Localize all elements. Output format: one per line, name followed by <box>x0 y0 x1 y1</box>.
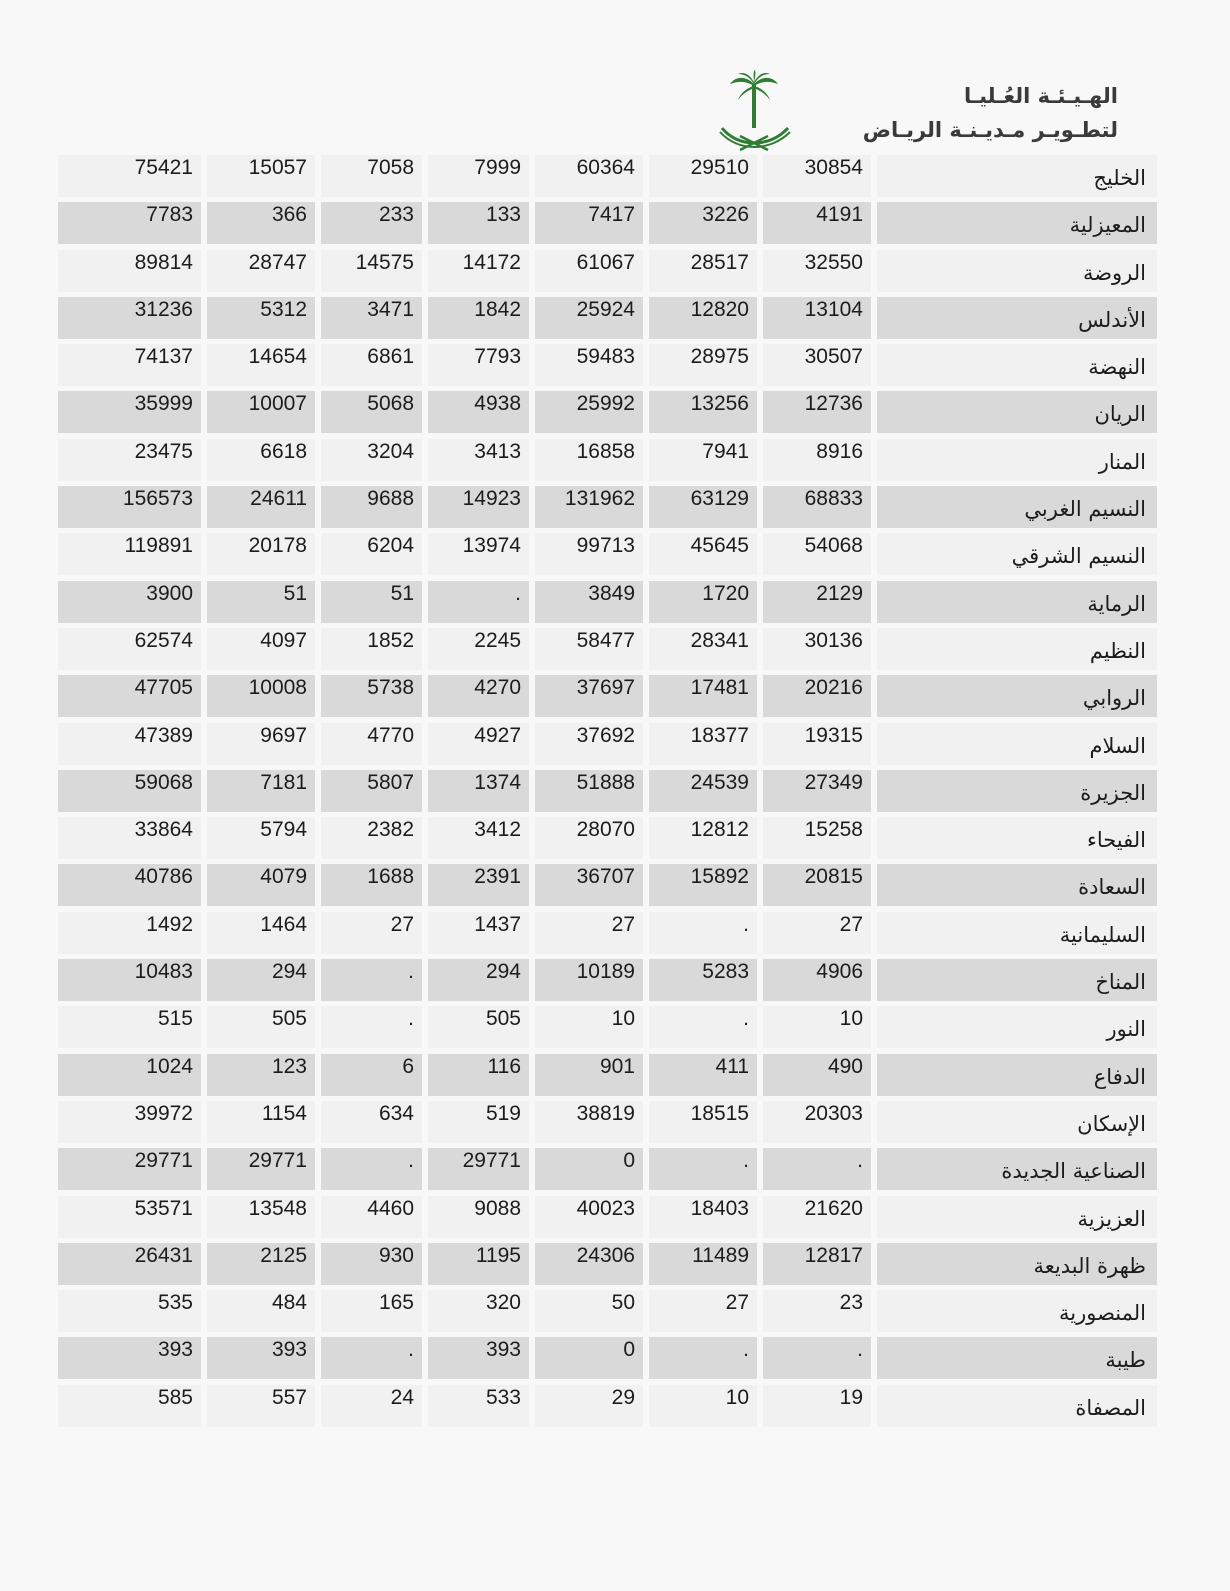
value-cell: 4191 <box>763 202 871 244</box>
value-cell: 484 <box>207 1290 315 1332</box>
value-cell: 4079 <box>207 864 315 906</box>
value-cell: 33864 <box>58 817 201 859</box>
value-cell: 294 <box>207 959 315 1001</box>
value-cell: 233 <box>321 202 422 244</box>
value-cell: 53571 <box>58 1196 201 1238</box>
value-cell: 27 <box>763 912 871 954</box>
table-row <box>57 723 1157 770</box>
value-cell: 393 <box>58 1337 201 1379</box>
value-cell: 0 <box>535 1337 643 1379</box>
value-cell: 74137 <box>58 344 201 386</box>
value-cell: 10 <box>535 1006 643 1048</box>
value-cell: 1437 <box>428 912 529 954</box>
value-cell: 19315 <box>763 723 871 765</box>
value-cell: 38819 <box>535 1101 643 1143</box>
value-cell: 12817 <box>763 1243 871 1285</box>
value-cell: 60364 <box>535 155 643 197</box>
value-cell: 20303 <box>763 1101 871 1143</box>
value-cell: 7941 <box>649 439 757 481</box>
district-name-cell: ظهرة البديعة <box>877 1243 1157 1285</box>
value-cell: 47705 <box>58 675 201 717</box>
value-cell: 5283 <box>649 959 757 1001</box>
value-cell: 14575 <box>321 250 422 292</box>
district-name-cell: المنصورية <box>877 1290 1157 1332</box>
value-cell: 930 <box>321 1243 422 1285</box>
value-cell: 89814 <box>58 250 201 292</box>
district-name-cell: السليمانية <box>877 912 1157 954</box>
value-cell: 411 <box>649 1054 757 1096</box>
value-cell: 4927 <box>428 723 529 765</box>
value-cell: 28517 <box>649 250 757 292</box>
value-cell: 28975 <box>649 344 757 386</box>
value-cell: 30854 <box>763 155 871 197</box>
value-cell: 1154 <box>207 1101 315 1143</box>
value-cell: 27 <box>649 1290 757 1332</box>
value-cell: . <box>763 1148 871 1190</box>
value-cell: 9697 <box>207 723 315 765</box>
district-name-cell: الريان <box>877 391 1157 433</box>
value-cell: 634 <box>321 1101 422 1143</box>
value-cell: 5794 <box>207 817 315 859</box>
district-name-cell: الدفاع <box>877 1054 1157 1096</box>
value-cell: 59068 <box>58 770 201 812</box>
table-row <box>57 439 1157 486</box>
value-cell: 1492 <box>58 912 201 954</box>
district-name-cell: الصناعية الجديدة <box>877 1148 1157 1190</box>
value-cell: 47389 <box>58 723 201 765</box>
value-cell: 6204 <box>321 533 422 575</box>
value-cell: 7181 <box>207 770 315 812</box>
value-cell: 133 <box>428 202 529 244</box>
value-cell: 29771 <box>428 1148 529 1190</box>
value-cell: 23 <box>763 1290 871 1332</box>
statistics-table <box>57 155 1157 1432</box>
value-cell: 585 <box>58 1385 201 1427</box>
value-cell: 29771 <box>58 1148 201 1190</box>
value-cell: 7058 <box>321 155 422 197</box>
value-cell: 1024 <box>58 1054 201 1096</box>
value-cell: 2382 <box>321 817 422 859</box>
value-cell: 17481 <box>649 675 757 717</box>
value-cell: 18377 <box>649 723 757 765</box>
value-cell: 99713 <box>535 533 643 575</box>
value-cell: 16858 <box>535 439 643 481</box>
value-cell: 59483 <box>535 344 643 386</box>
table-row <box>57 912 1157 959</box>
value-cell: 123 <box>207 1054 315 1096</box>
value-cell: 24 <box>321 1385 422 1427</box>
table-row <box>57 1148 1157 1195</box>
value-cell: . <box>321 1337 422 1379</box>
value-cell: 58477 <box>535 628 643 670</box>
value-cell: 24611 <box>207 486 315 528</box>
value-cell: 4460 <box>321 1196 422 1238</box>
table-row <box>57 770 1157 817</box>
palm-swords-emblem-icon <box>718 70 792 152</box>
value-cell: 11489 <box>649 1243 757 1285</box>
value-cell: 26431 <box>58 1243 201 1285</box>
district-name-cell: الأندلس <box>877 297 1157 339</box>
table-row <box>57 1337 1157 1384</box>
value-cell: 36707 <box>535 864 643 906</box>
value-cell: 51888 <box>535 770 643 812</box>
value-cell: 27 <box>535 912 643 954</box>
value-cell: 1688 <box>321 864 422 906</box>
value-cell: 14172 <box>428 250 529 292</box>
value-cell: 75421 <box>58 155 201 197</box>
value-cell: 533 <box>428 1385 529 1427</box>
ada-logo <box>718 70 1118 155</box>
value-cell: 18403 <box>649 1196 757 1238</box>
value-cell: 393 <box>207 1337 315 1379</box>
value-cell: 28070 <box>535 817 643 859</box>
value-cell: 0 <box>535 1148 643 1190</box>
value-cell: 23475 <box>58 439 201 481</box>
value-cell: 28747 <box>207 250 315 292</box>
value-cell: 1464 <box>207 912 315 954</box>
value-cell: 515 <box>58 1006 201 1048</box>
table-row <box>57 250 1157 297</box>
value-cell: 393 <box>428 1337 529 1379</box>
value-cell: 9688 <box>321 486 422 528</box>
value-cell: 2129 <box>763 581 871 623</box>
value-cell: 20216 <box>763 675 871 717</box>
table-row <box>57 155 1157 202</box>
value-cell: 31236 <box>58 297 201 339</box>
value-cell: 1842 <box>428 297 529 339</box>
value-cell: 3412 <box>428 817 529 859</box>
district-name-cell: النسيم الغربي <box>877 486 1157 528</box>
value-cell: . <box>763 1337 871 1379</box>
value-cell: 4097 <box>207 628 315 670</box>
value-cell: 13974 <box>428 533 529 575</box>
value-cell: 156573 <box>58 486 201 528</box>
table-row <box>57 202 1157 249</box>
value-cell: 2125 <box>207 1243 315 1285</box>
value-cell: 62574 <box>58 628 201 670</box>
district-name-cell: الرماية <box>877 581 1157 623</box>
value-cell: 6 <box>321 1054 422 1096</box>
value-cell: 37692 <box>535 723 643 765</box>
district-name-cell: الفيحاء <box>877 817 1157 859</box>
table-row <box>57 1243 1157 1290</box>
value-cell: 320 <box>428 1290 529 1332</box>
value-cell: 3204 <box>321 439 422 481</box>
district-name-cell: المنار <box>877 439 1157 481</box>
value-cell: . <box>321 1148 422 1190</box>
district-name-cell: الإسكان <box>877 1101 1157 1143</box>
value-cell: 131962 <box>535 486 643 528</box>
value-cell: . <box>428 581 529 623</box>
table-row <box>57 817 1157 864</box>
value-cell: 10189 <box>535 959 643 1001</box>
value-cell: 20178 <box>207 533 315 575</box>
value-cell: 3471 <box>321 297 422 339</box>
value-cell: 13548 <box>207 1196 315 1238</box>
value-cell: 32550 <box>763 250 871 292</box>
value-cell: . <box>321 1006 422 1048</box>
value-cell: 30507 <box>763 344 871 386</box>
value-cell: 1374 <box>428 770 529 812</box>
value-cell: 3226 <box>649 202 757 244</box>
value-cell: 50 <box>535 1290 643 1332</box>
value-cell: 901 <box>535 1054 643 1096</box>
value-cell: 29771 <box>207 1148 315 1190</box>
district-name-cell: العزيزية <box>877 1196 1157 1238</box>
table-row <box>57 1006 1157 1053</box>
value-cell: 13256 <box>649 391 757 433</box>
table-row <box>57 297 1157 344</box>
value-cell: 4906 <box>763 959 871 1001</box>
district-name-cell: السعادة <box>877 864 1157 906</box>
district-name-cell: الروضة <box>877 250 1157 292</box>
table-row <box>57 1054 1157 1101</box>
value-cell: 51 <box>207 581 315 623</box>
value-cell: 28341 <box>649 628 757 670</box>
district-name-cell: الجزيرة <box>877 770 1157 812</box>
value-cell: 557 <box>207 1385 315 1427</box>
value-cell: 12736 <box>763 391 871 433</box>
value-cell: 45645 <box>649 533 757 575</box>
value-cell: 519 <box>428 1101 529 1143</box>
value-cell: 35999 <box>58 391 201 433</box>
value-cell: 29510 <box>649 155 757 197</box>
value-cell: 51 <box>321 581 422 623</box>
district-name-cell: النظيم <box>877 628 1157 670</box>
value-cell: 4270 <box>428 675 529 717</box>
value-cell: 24306 <box>535 1243 643 1285</box>
value-cell: 25924 <box>535 297 643 339</box>
value-cell: 8916 <box>763 439 871 481</box>
table-row <box>57 864 1157 911</box>
value-cell: 14923 <box>428 486 529 528</box>
value-cell: 4938 <box>428 391 529 433</box>
value-cell: . <box>649 1006 757 1048</box>
value-cell: 366 <box>207 202 315 244</box>
district-name-cell: الروابي <box>877 675 1157 717</box>
logo-title-line2: لتطـويـر مـديـنـة الريـاض <box>862 118 1118 142</box>
table-row <box>57 581 1157 628</box>
value-cell: 15057 <box>207 155 315 197</box>
value-cell: 490 <box>763 1054 871 1096</box>
value-cell: 63129 <box>649 486 757 528</box>
district-name-cell: طيبة <box>877 1337 1157 1379</box>
value-cell: 3849 <box>535 581 643 623</box>
value-cell: 14654 <box>207 344 315 386</box>
value-cell: 27 <box>321 912 422 954</box>
value-cell: 5807 <box>321 770 422 812</box>
district-name-cell: النسيم الشرقي <box>877 533 1157 575</box>
table-row <box>57 344 1157 391</box>
value-cell: 18515 <box>649 1101 757 1143</box>
value-cell: 9088 <box>428 1196 529 1238</box>
value-cell: 20815 <box>763 864 871 906</box>
table-row <box>57 533 1157 580</box>
value-cell: 4770 <box>321 723 422 765</box>
value-cell: 294 <box>428 959 529 1001</box>
value-cell: 37697 <box>535 675 643 717</box>
value-cell: 21620 <box>763 1196 871 1238</box>
value-cell: 5738 <box>321 675 422 717</box>
value-cell: 40786 <box>58 864 201 906</box>
value-cell: . <box>649 912 757 954</box>
value-cell: 535 <box>58 1290 201 1332</box>
value-cell: 6861 <box>321 344 422 386</box>
value-cell: 10483 <box>58 959 201 1001</box>
value-cell: 5068 <box>321 391 422 433</box>
table-row <box>57 1101 1157 1148</box>
table-row <box>57 959 1157 1006</box>
value-cell: 40023 <box>535 1196 643 1238</box>
district-name-cell: النهضة <box>877 344 1157 386</box>
value-cell: 10007 <box>207 391 315 433</box>
value-cell: . <box>321 959 422 1001</box>
value-cell: 15892 <box>649 864 757 906</box>
value-cell: 54068 <box>763 533 871 575</box>
value-cell: 119891 <box>58 533 201 575</box>
logo-title-line1: الهـيـئـة العُـليـا <box>964 84 1118 108</box>
value-cell: 25992 <box>535 391 643 433</box>
value-cell: 6618 <box>207 439 315 481</box>
value-cell: 30136 <box>763 628 871 670</box>
value-cell: 12820 <box>649 297 757 339</box>
district-name-cell: المناخ <box>877 959 1157 1001</box>
value-cell: 10 <box>649 1385 757 1427</box>
value-cell: 1195 <box>428 1243 529 1285</box>
value-cell: 29 <box>535 1385 643 1427</box>
value-cell: 3900 <box>58 581 201 623</box>
value-cell: 61067 <box>535 250 643 292</box>
value-cell: 12812 <box>649 817 757 859</box>
value-cell: . <box>649 1148 757 1190</box>
district-name-cell: الخليج <box>877 155 1157 197</box>
value-cell: 7999 <box>428 155 529 197</box>
table-row <box>57 628 1157 675</box>
value-cell: 5312 <box>207 297 315 339</box>
district-name-cell: السلام <box>877 723 1157 765</box>
value-cell: 505 <box>207 1006 315 1048</box>
table-row <box>57 1290 1157 1337</box>
value-cell: 3413 <box>428 439 529 481</box>
value-cell: 10 <box>763 1006 871 1048</box>
value-cell: 1720 <box>649 581 757 623</box>
district-name-cell: المصفاة <box>877 1385 1157 1427</box>
table-row <box>57 675 1157 722</box>
table-row <box>57 391 1157 438</box>
value-cell: 19 <box>763 1385 871 1427</box>
value-cell: 165 <box>321 1290 422 1332</box>
table-row <box>57 1385 1157 1432</box>
value-cell: 7417 <box>535 202 643 244</box>
district-name-cell: المعيزلية <box>877 202 1157 244</box>
value-cell: 68833 <box>763 486 871 528</box>
table-row <box>57 486 1157 533</box>
value-cell: 7793 <box>428 344 529 386</box>
table-row <box>57 1196 1157 1243</box>
value-cell: 7783 <box>58 202 201 244</box>
value-cell: 505 <box>428 1006 529 1048</box>
value-cell: 27349 <box>763 770 871 812</box>
value-cell: 13104 <box>763 297 871 339</box>
value-cell: 116 <box>428 1054 529 1096</box>
district-name-cell: النور <box>877 1006 1157 1048</box>
value-cell: 15258 <box>763 817 871 859</box>
value-cell: 2245 <box>428 628 529 670</box>
value-cell: 39972 <box>58 1101 201 1143</box>
value-cell: 10008 <box>207 675 315 717</box>
value-cell: . <box>649 1337 757 1379</box>
value-cell: 1852 <box>321 628 422 670</box>
value-cell: 2391 <box>428 864 529 906</box>
value-cell: 24539 <box>649 770 757 812</box>
